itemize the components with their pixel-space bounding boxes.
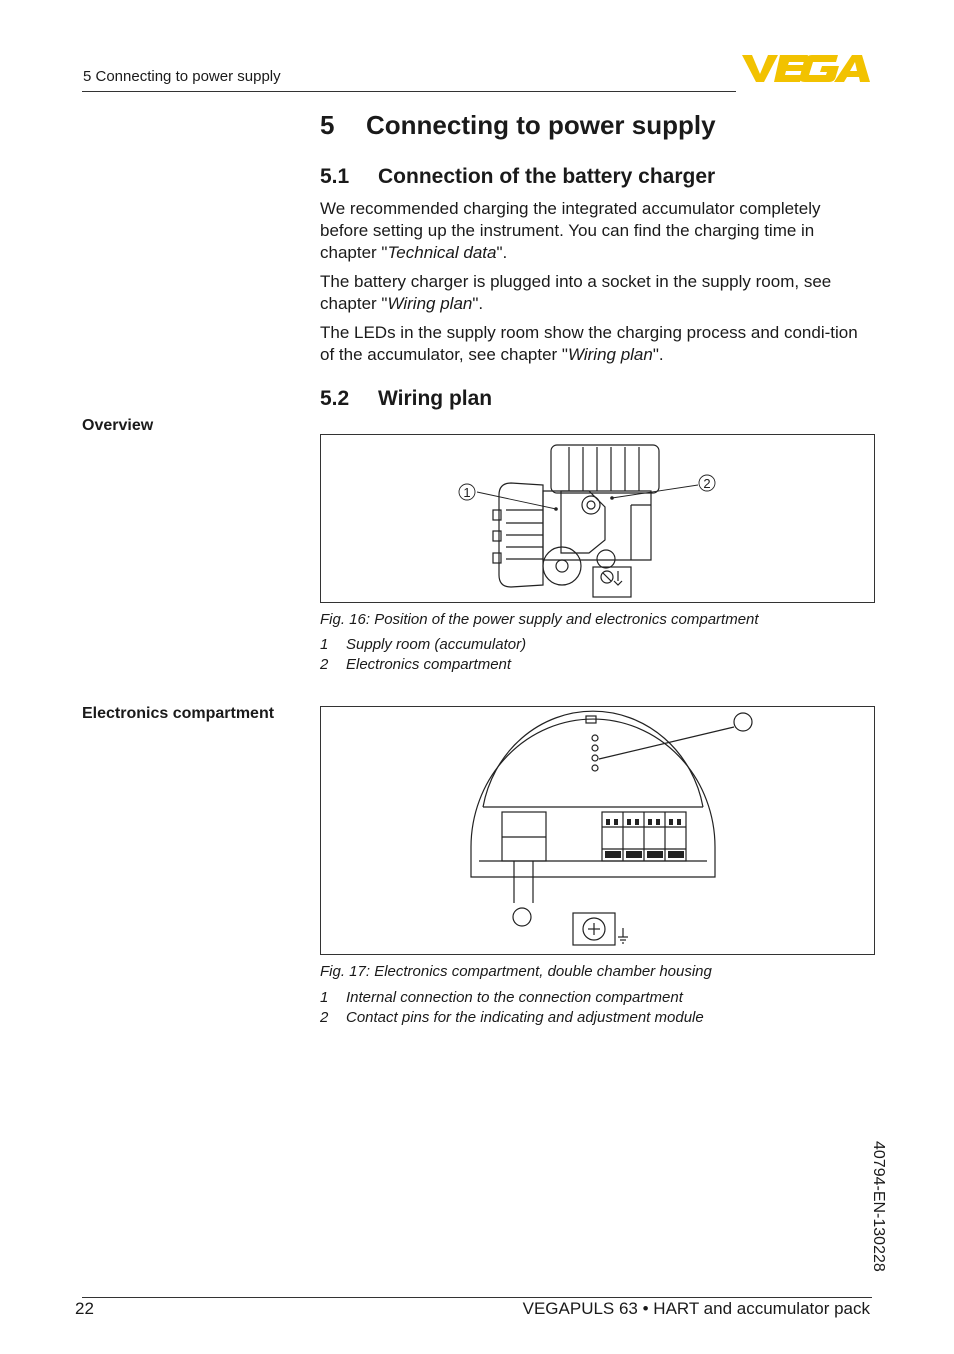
section-number: 5.2 — [320, 387, 350, 410]
xref-technical-data: Technical data — [387, 243, 497, 262]
section-number: 5.1 — [320, 165, 350, 188]
running-header: 5 Connecting to power supply — [83, 68, 281, 85]
chapter-heading — [320, 110, 716, 141]
xref-wiring-plan: Wiring plan — [567, 345, 653, 364]
legend-item: 1 Supply room (accumulator) — [320, 636, 527, 653]
section-title: Wiring plan — [378, 387, 493, 410]
figure-overview — [320, 434, 875, 603]
figure-electronics — [320, 706, 875, 955]
legend-item: 2 Contact pins for the indicating and adjustment module — [320, 1008, 704, 1026]
legend-item: 1 Internal connection to the connection compartment — [320, 989, 683, 1006]
legend-item: 2 Electronics compartment — [320, 655, 512, 673]
paragraph-socket: The battery charger is plugged into a socket in the supply room, see chapter "Wiring plan". — [320, 272, 832, 313]
figure-17-caption: Fig. 17: Electronics compartment, double chamber housing — [320, 963, 712, 980]
callout-2: 2 — [703, 476, 711, 491]
housing-overview-drawing — [321, 435, 874, 602]
electronics-compartment-drawing — [321, 707, 874, 954]
section-5-1-body — [320, 198, 865, 373]
section-title: Connection of the battery charger — [378, 165, 716, 188]
figure-16-caption: Fig. 16: Position of the power supply and electronics compartment — [320, 611, 759, 628]
document-id: 40794-EN-130228 — [870, 1141, 887, 1272]
section-heading-5-2 — [320, 387, 492, 411]
side-label-electronics: Electronics compartment — [82, 705, 275, 722]
footer-rule — [82, 1297, 872, 1298]
figure-16-legend — [320, 635, 526, 674]
paragraph-charging: We recommended charging the integrated accumulator completely before setting up the instrument. You can find the charging time in chapter "Technical data". — [320, 199, 821, 262]
side-label-overview: Overview — [82, 417, 154, 434]
xref-wiring-plan: Wiring plan — [387, 294, 473, 313]
section-heading-5-1 — [320, 165, 715, 189]
header-rule — [82, 91, 736, 92]
footer-product: VEGAPULS 63 • HART and accumulator pack — [522, 1299, 870, 1318]
figure-17-legend — [320, 988, 704, 1027]
vega-logo — [742, 52, 872, 84]
chapter-title: Connecting to power supply — [366, 110, 716, 140]
page-number: 22 — [75, 1299, 94, 1318]
paragraph-leds: The LEDs in the supply room show the charging process and condi-tion of the accumulator, see chapter "Wiring plan". — [320, 323, 858, 364]
callout-1: 1 — [463, 485, 471, 500]
chapter-number: 5 — [320, 110, 335, 140]
